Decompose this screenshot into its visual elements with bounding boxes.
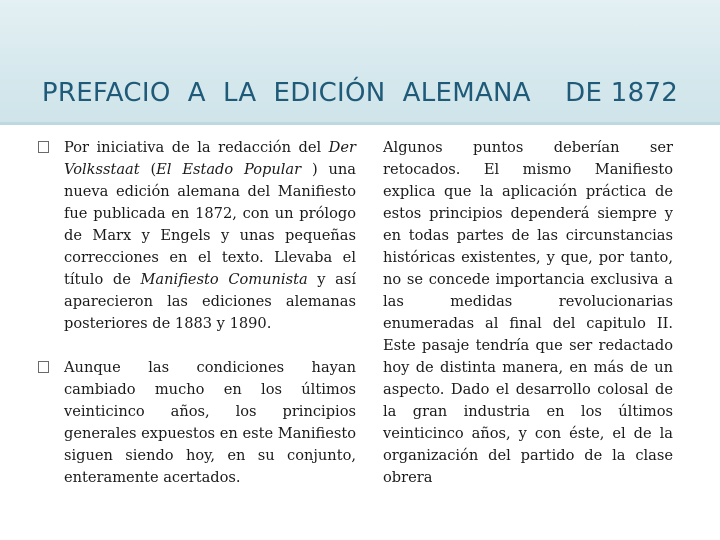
- bullet-box-icon: [38, 361, 49, 373]
- slide-title: PREFACIO A LA EDICIÓN ALEMANA DE 1872: [41, 78, 679, 108]
- paragraph-3: Algunos puntos deberían ser retocados. El mismo Manifiesto explica que la aplicación práctica de estos principios dependerá siempre y en todas partes de las circunstancias históricas existentes, y que, por tanto, no se concede importancia exclusiva a las medidas revolucionarias enumeradas al final del capitulo II. Este pasaje tendría que ser redactado hoy de distinta manera, en más de un aspecto. Dado el desarrollo colosal de la gran industria en los últimos veinticinco años, y con éste, el de la organización del partido de la clase obrera: [383, 139, 673, 486]
- header-divider: [0, 122, 720, 125]
- manifesto-title: Manifiesto Comunista: [140, 271, 308, 288]
- right-column: [383, 137, 673, 489]
- left-column: [38, 137, 356, 489]
- bullet-box-icon: [38, 141, 49, 153]
- publication-translation: El Estado Popular: [156, 161, 302, 178]
- publication-name: Der Volksstaat: [64, 139, 356, 178]
- paragraph-2: Aunque las condiciones hayan cambiado mucho en los últimos veinticinco años, los principios generales expuestos en este Manifiesto siguen siendo hoy, en su conjunto, enteramente acertados.: [38, 357, 356, 489]
- paragraph-1: Por iniciativa de la redacción del Der Volksstaat (El Estado Popular ) una nueva edición alemana del Manifiesto fue publicada en 1872, con un prólogo de Marx y Engels y unas pequeñas correcciones en el texto. Llevaba el título de Manifiesto Comunista y así aparecieron las ediciones alemanas posteriores de 1883 y 1890.: [38, 137, 356, 335]
